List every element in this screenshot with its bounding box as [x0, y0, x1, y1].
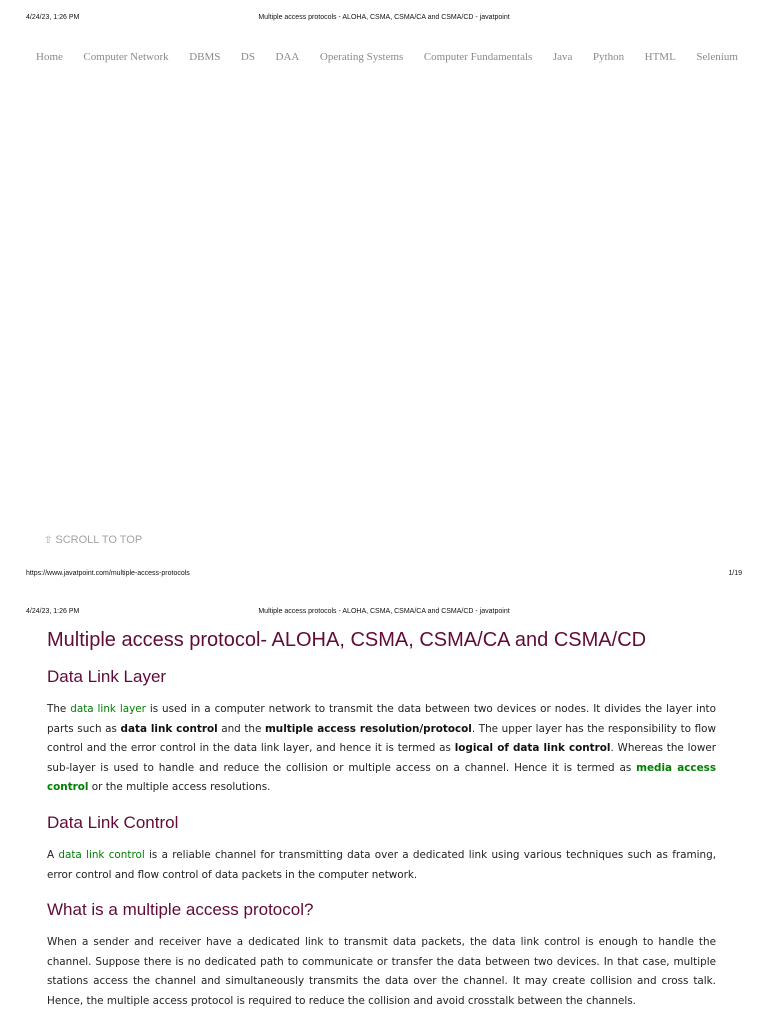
section-paragraph-multiple-access-protocol: When a sender and receiver have a dedicated link to transmit data packets, the data link control is enough to handle the channel. Suppose there is no dedicated path to communicate or transfer the data between two devices. In that case, multiple stations access the channel and simultaneously transmits the data over the channel. It may create collision and cross talk. Hence, the multiple access protocol is required to reduce the collision and avoid crosstalk between the channels. — [47, 936, 716, 1007]
top-nav — [36, 51, 738, 63]
scroll-to-top-button[interactable] — [44, 534, 142, 546]
print-date: 4/24/23, 1:26 PM — [26, 14, 80, 21]
nav-item-computer-network[interactable]: Computer Network — [83, 51, 169, 63]
section-paragraph-data-link-control: A data link control is a reliable channel for transmitting data over a dedicated link using various techniques such as framing, error control and flow control of data packets in the computer network. — [47, 848, 717, 881]
print-doc-title: Multiple access protocols - ALOHA, CSMA, CSMA/CA and CSMA/CD - javatpoint — [258, 608, 510, 615]
print-doc-title: Multiple access protocols - ALOHA, CSMA, CSMA/CA and CSMA/CD - javatpoint — [258, 14, 510, 21]
data-link-layer-link[interactable]: data link layer — [70, 703, 146, 715]
article-title: Multiple access protocol- ALOHA, CSMA, CSMA/CA and CSMA/CD — [47, 629, 647, 651]
nav-item-dbms[interactable]: DBMS — [189, 51, 221, 63]
nav-item-selenium[interactable]: Selenium — [696, 51, 738, 63]
section-paragraph-data-link-layer: The data link layer is used in a computer network to transmit the data between two devices or nodes. It divides the layer into parts such as data link control and the multiple access resolution/protocol. The upper layer has the responsibility to flow control and the error control in the data link layer, and hence it is termed as logical of data link control. Whereas the lower sub-layer is used to handle and reduce the collision or multiple access on a channel. Hence it is termed as media access control or the multiple access resolutions. — [47, 703, 717, 794]
nav-item-java[interactable]: Java — [552, 51, 573, 63]
print-page-number: 1/19 — [728, 570, 742, 577]
nav-item-operating-systems[interactable]: Operating Systems — [319, 51, 404, 63]
nav-item-daa[interactable]: DAA — [275, 51, 300, 63]
nav-item-home[interactable]: Home — [36, 51, 63, 63]
section-heading-multiple-access-protocol: What is a multiple access protocol? — [47, 900, 314, 920]
nav-item-html[interactable]: HTML — [644, 51, 676, 63]
section-heading-data-link-layer: Data Link Layer — [47, 667, 167, 686]
nav-item-ds[interactable]: DS — [240, 51, 255, 63]
section-heading-data-link-control: Data Link Control — [47, 812, 179, 832]
print-date: 4/24/23, 1:26 PM — [26, 608, 80, 615]
nav-item-python[interactable]: Python — [592, 51, 625, 63]
data-link-control-link[interactable]: data link control — [58, 848, 145, 861]
scroll-to-top-label: SCROLL TO TOP — [55, 534, 143, 546]
media-access-control-link[interactable]: media access control — [47, 761, 716, 794]
print-url: https://www.javatpoint.com/multiple-access-protocols — [26, 570, 190, 577]
up-arrow-icon: ⇧ — [44, 534, 53, 546]
nav-item-computer-fundamentals[interactable]: Computer Fundamentals — [423, 51, 533, 63]
article — [47, 624, 716, 1026]
